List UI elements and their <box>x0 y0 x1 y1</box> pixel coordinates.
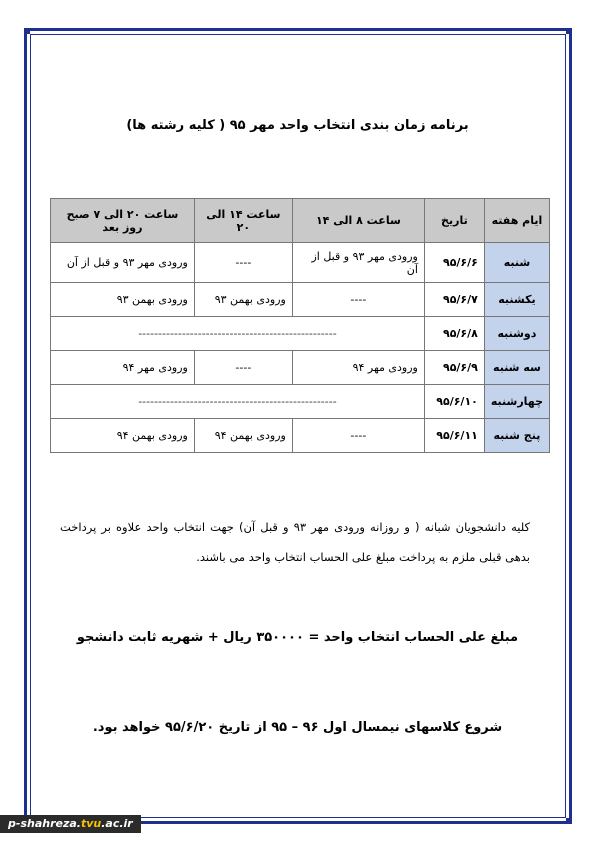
corner-ornament <box>566 818 572 824</box>
day-cell: سه شنبه <box>484 351 549 385</box>
slot2-cell: ورودی بهمن ۹۳ <box>194 283 292 317</box>
day-cell: چهارشنبه <box>484 385 549 419</box>
watermark-suffix: .ac.ir <box>101 817 133 830</box>
table-row <box>51 283 550 317</box>
table-row <box>51 351 550 385</box>
table-row <box>51 385 550 419</box>
slot2-cell: ---- <box>194 351 292 385</box>
table-row <box>51 243 550 283</box>
date-cell: ۹۵/۶/۱۰ <box>424 385 484 419</box>
table-header-row <box>51 199 550 243</box>
slot1-cell: ---- <box>292 283 424 317</box>
day-cell: دوشنبه <box>484 317 549 351</box>
date-cell: ۹۵/۶/۹ <box>424 351 484 385</box>
empty-span-cell: -------------------------------------------------- <box>51 385 425 419</box>
slot3-cell: ورودی مهر ۹۳ و قبل از آن <box>51 243 195 283</box>
date-cell: ۹۵/۶/۷ <box>424 283 484 317</box>
watermark-highlight: tvu <box>80 817 102 830</box>
day-cell: شنبه <box>484 243 549 283</box>
corner-ornament <box>24 28 30 34</box>
header-slot3: ساعت ۲۰ الی ۷ صبح روز بعد <box>51 199 195 243</box>
semester-start-statement: شروع کلاسهای نیمسال اول ۹۶ – ۹۵ از تاریخ ۹۵/۶/۲۰ خواهد بود. <box>92 720 503 735</box>
slot2-cell: ---- <box>194 243 292 283</box>
date-cell: ۹۵/۶/۸ <box>424 317 484 351</box>
day-cell: پنج شنبه <box>484 419 549 453</box>
fee-statement: مبلغ علی الحساب انتخاب واحد = ۳۵۰۰۰۰ ریال + شهریه ثابت دانشجو <box>76 630 519 645</box>
header-slot1: ساعت ۸ الی ۱۴ <box>292 199 424 243</box>
slot3-cell: ورودی مهر ۹۴ <box>51 351 195 385</box>
header-date: تاریخ <box>424 199 484 243</box>
schedule-table <box>50 198 550 453</box>
notice-paragraph: کلیه دانشجویان شبانه ( و روزانه ورودی مهر ۹۳ و قبل آن) جهت انتخاب واحد علاوه بر پرداخت بدهی قبلی ملزم به پرداخت مبلغ علی الحساب انتخاب واحد می باشند. <box>60 520 530 564</box>
table-row <box>51 317 550 351</box>
empty-span-cell: -------------------------------------------------- <box>51 317 425 351</box>
day-cell: یکشنبه <box>484 283 549 317</box>
watermark-prefix: p-shahreza. <box>8 817 81 830</box>
page-title: برنامه زمان بندی انتخاب واحد مهر ۹۵ ( کلیه رشته ها) <box>126 118 469 133</box>
slot1-cell: ورودی مهر ۹۴ <box>292 351 424 385</box>
date-cell: ۹۵/۶/۶ <box>424 243 484 283</box>
slot3-cell: ورودی بهمن ۹۳ <box>51 283 195 317</box>
slot1-cell: ---- <box>292 419 424 453</box>
slot2-cell: ورودی بهمن ۹۴ <box>194 419 292 453</box>
header-slot2: ساعت ۱۴ الی ۲۰ <box>194 199 292 243</box>
site-watermark <box>0 815 141 833</box>
slot3-cell: ورودی بهمن ۹۴ <box>51 419 195 453</box>
date-cell: ۹۵/۶/۱۱ <box>424 419 484 453</box>
slot1-cell: ورودی مهر ۹۳ و قبل از آن <box>292 243 424 283</box>
corner-ornament <box>566 28 572 34</box>
table-row <box>51 419 550 453</box>
header-day: ایام هفته <box>484 199 549 243</box>
